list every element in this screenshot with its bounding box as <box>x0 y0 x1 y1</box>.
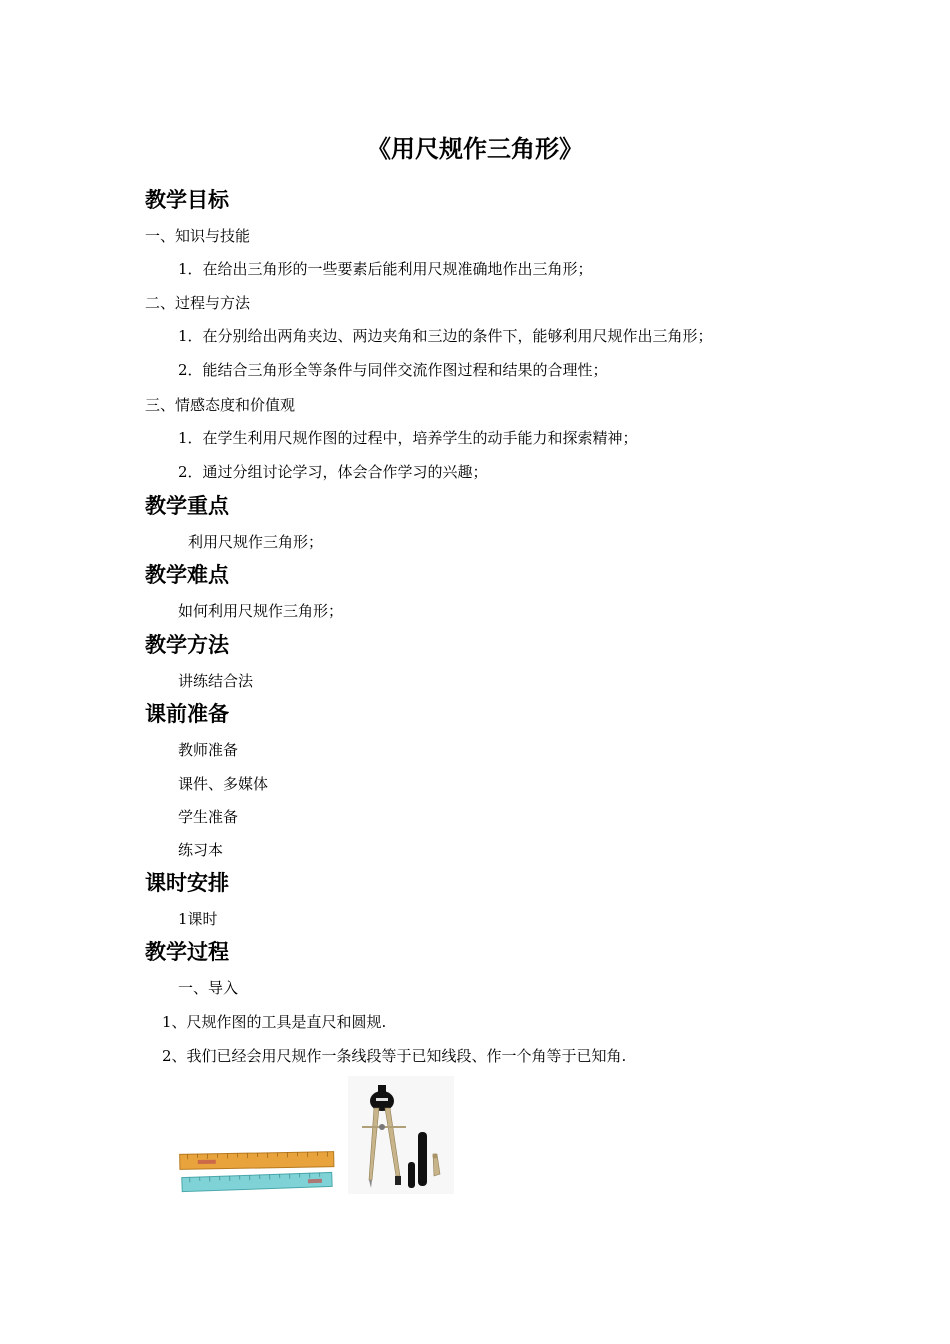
section-heading-process: 教学过程 <box>145 939 229 964</box>
compass-image <box>348 1076 454 1194</box>
section-heading-objectives: 教学目标 <box>145 187 229 212</box>
preparation-item: 练习本 <box>178 841 224 859</box>
compass-drawing <box>348 1076 454 1194</box>
objective-item: 1．在给出三角形的一些要素后能利用尺规准确地作出三角形； <box>178 260 593 278</box>
preparation-item: 课件、多媒体 <box>178 775 269 793</box>
process-item: 1、尺规作图的工具是直尺和圆规. <box>162 1013 387 1031</box>
objective-item: 2．通过分组讨论学习，体会合作学习的兴趣； <box>178 463 488 481</box>
preparation-item: 教师准备 <box>178 741 239 759</box>
objective-item: 1．在分别给出两角夹边、两边夹角和三边的条件下，能够利用尺规作出三角形； <box>178 327 713 345</box>
objective-item: 2．能结合三角形全等条件与同伴交流作图过程和结果的合理性； <box>178 361 608 379</box>
section-heading-preparation: 课前准备 <box>145 701 229 726</box>
difficulties-text: 如何利用尺规作三角形； <box>178 602 344 620</box>
preparation-item: 学生准备 <box>178 808 239 826</box>
rulers-drawing <box>178 1148 338 1198</box>
objective-item: 一、知识与技能 <box>145 227 251 245</box>
methods-text: 讲练结合法 <box>178 672 254 690</box>
document-title: 《用尺规作三角形》 <box>367 134 583 163</box>
objective-item: 三、情感态度和价值观 <box>145 396 296 414</box>
process-item: 2、我们已经会用尺规作一条线段等于已知线段、作一个角等于已知角. <box>162 1047 627 1065</box>
rulers-image <box>178 1148 338 1198</box>
objective-item: 二、过程与方法 <box>145 294 251 312</box>
section-heading-difficulties: 教学难点 <box>145 562 229 587</box>
section-heading-key-points: 教学重点 <box>145 493 229 518</box>
schedule-text: 1课时 <box>178 910 218 928</box>
section-heading-methods: 教学方法 <box>145 632 229 657</box>
section-heading-schedule: 课时安排 <box>145 870 229 895</box>
process-item: 一、导入 <box>178 979 239 997</box>
key-points-text: 利用尺规作三角形； <box>188 533 324 551</box>
objective-item: 1．在学生利用尺规作图的过程中，培养学生的动手能力和探索精神； <box>178 429 638 447</box>
